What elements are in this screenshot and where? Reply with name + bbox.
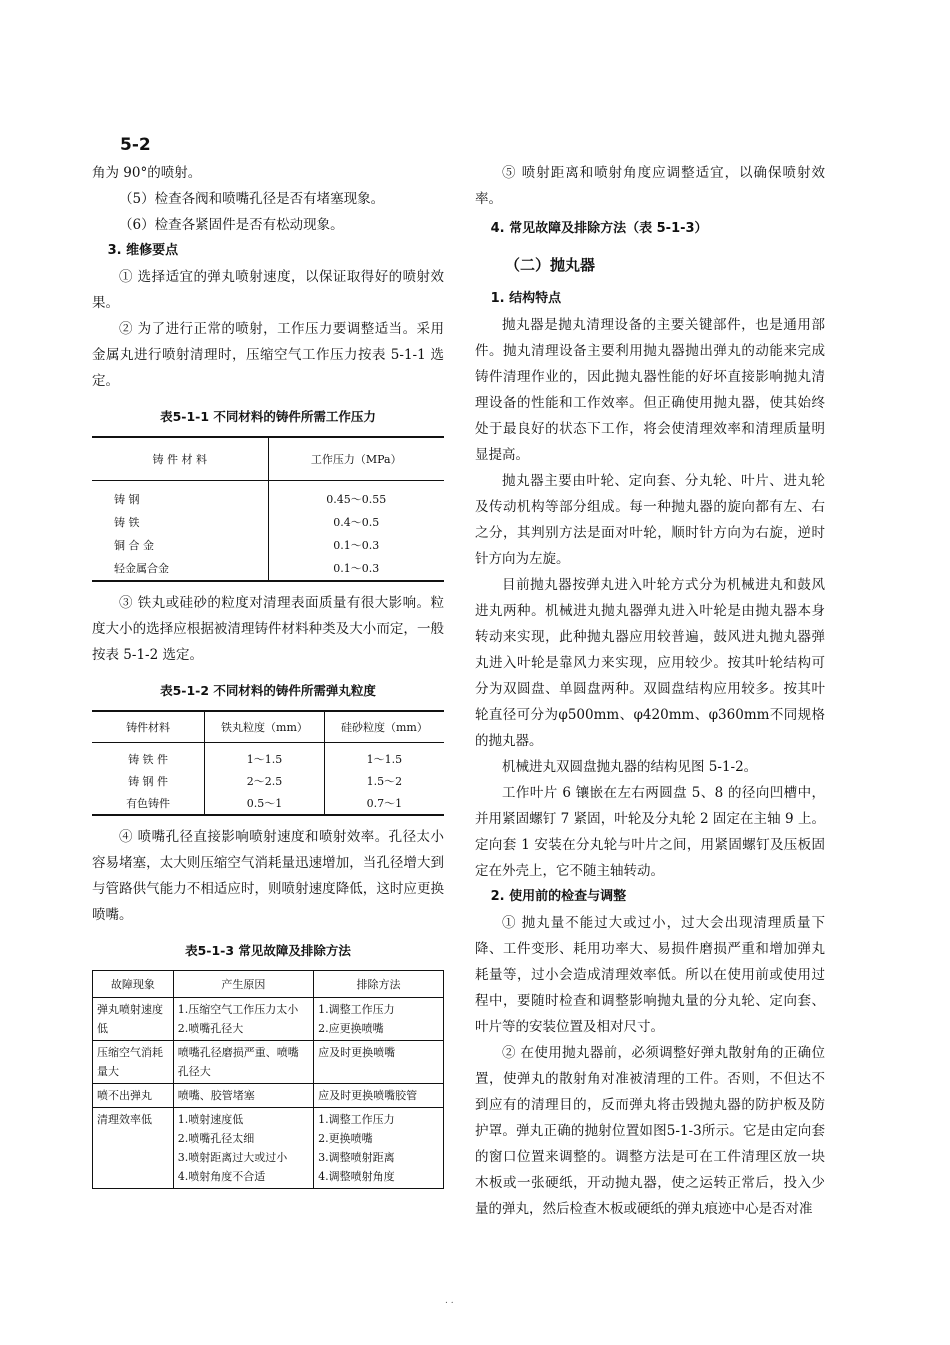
table-cell: 1～1.5 [324,743,444,771]
subheading: 3. 维修要点 [107,243,179,258]
paragraph: ② 在使用抛丸器前，必须调整好弹丸散射角的正确位置，使弹丸的散射角对准被清理的工件。否则，不但达不到应有的清理目的，反而弹丸将击毁抛丸器的防护板及防护罩。弹丸正确的抛射位置如图5-1-3所示。它是由定向套的窗口位置来调整的。调整方法是可在工件清理区放一块木板或一张硬纸，开动抛丸器，使之运转正常后，投入少量的弹丸，然后检查木板或硬纸的弹丸痕迹中心是否对准 [475,1045,825,1217]
table-cell: 铸 钢 [114,493,140,506]
cell-line: 3.调整喷射距离 [318,1151,395,1164]
cell-line: 2.应更换喷嘴 [318,1022,384,1035]
table-cell: 压缩空气消耗量大 [93,1041,174,1084]
paragraph: 工作叶片 6 镶嵌在左右两圆盘 5、8 的径向凹槽中，并用紧固螺钉 7 紧固，叶轮及分丸轮 2 固定在主轴 9 上。定向套 1 安装在分丸轮与叶片之间，用紧固螺钉及压板固定在外壳上，它不随主轴转动。 [475,785,825,879]
table-header: 产生原因 [173,971,313,998]
paragraph: ① 抛丸量不能过大或过小，过大会出现清理质量下降、工件变形、耗用功率大、易损件磨损严重和增加弹丸耗量等，过小会造成清理效率低。所以在使用前或使用过程中，要随时检查和调整影响抛丸量的分丸轮、定向套、叶片等的安装位置及相对尺寸。 [475,915,825,1035]
table-row [92,481,444,512]
table-cell [314,998,444,1041]
cell-line: 喷嘴、胶管堵塞 [177,1089,255,1102]
table-cell [173,1084,313,1108]
page-number: 5-2 [120,135,151,155]
cell-line: 喷嘴孔径磨损严重、喷嘴孔径大 [177,1046,299,1078]
table-cell: 清理效率低 [93,1108,174,1189]
table-header: 硅砂粒度（mm） [324,711,444,743]
fault-table [92,970,444,1189]
table-cell: 轻金属合金 [114,562,169,575]
table-header: 工作压力（MPa） [268,437,444,481]
table-cell [173,998,313,1041]
paragraph: 抛丸器是抛丸清理设备的主要关键部件，也是通用部件。抛丸清理设备主要利用抛丸器抛出弹丸的动能来完成铸件清理作业的，因此抛丸器性能的好坏直接影响抛丸清理设备的性能和工作效率。但正确使用抛丸器，使其始终处于最良好的状态下工作，将会使清理效率和清理质量明显提高。 [475,317,825,463]
cell-line: 1.压缩空气工作压力太小 [177,1003,299,1016]
table-caption: 表5-1-3 常见故障及排除方法 [185,943,351,958]
table-header: 故障现象 [93,971,174,998]
table-cell [314,1041,444,1084]
table-header: 铸件材料 [92,711,205,743]
paragraph: ② 为了进行正常的喷射，工作压力要调整适当。采用金属丸进行喷射清理时，压缩空气工作压力按表 5-1-1 选定。 [92,321,444,389]
cell-line: 3.喷射距离过大或过小 [177,1151,288,1164]
paragraph: 目前抛丸器按弹丸进入叶轮方式分为机械进丸和鼓风进丸两种。机械进丸抛丸器弹丸进入叶轮是由抛丸器本身转动来实现，此种抛丸器应用较普遍，鼓风进丸抛丸器弹丸进入叶轮是靠风力来实现，应用较少。按其叶轮结构可分为双圆盘、单圆盘两种。双圆盘结构应用较多。按其叶轮直径可分为φ500mm、φ420mm、φ360mm不同规格的抛丸器。 [475,577,825,749]
table-cell: 2～2.5 [205,770,325,792]
table-header: 铁丸粒度（mm） [205,711,325,743]
pressure-table [92,436,444,582]
table-cell: 1～1.5 [205,743,325,771]
table-cell: 喷不出弹丸 [93,1084,174,1108]
table-cell: 弹丸喷射速度低 [93,998,174,1041]
table-row [92,557,444,581]
table-cell: 铜 合 金 [114,539,154,552]
table-cell: 0.1～0.3 [268,534,444,557]
table-cell [173,1108,313,1189]
table-cell: 1.5～2 [324,770,444,792]
table-row [92,743,444,771]
cell-line: 1.调整工作压力 [318,1003,395,1016]
table-row [92,534,444,557]
cell-line: 应及时更换喷嘴 [318,1046,396,1059]
paragraph: ④ 喷嘴孔径直接影响喷射速度和喷射效率。孔径太小容易堵塞，太大则压缩空气消耗量迅速增加，当孔径增大到与管路供气能力不相适应时，则喷射速度降低，这时应更换喷嘴。 [92,829,444,923]
subheading: 4. 常见故障及排除方法（表 5-1-3） [490,221,708,236]
table-cell: 0.7～1 [324,792,444,815]
table-caption: 表5-1-2 不同材料的铸件所需弹丸粒度 [160,683,376,698]
cell-line: 2.更换喷嘴 [318,1132,373,1145]
table-cell: 0.45～0.55 [268,481,444,512]
footer-mark: . . [445,1296,454,1306]
table-cell: 有色铸件 [126,796,171,810]
table-cell [173,1041,313,1084]
paragraph: 机械进丸双圆盘抛丸器的结构见图 5-1-2。 [502,759,758,775]
table-caption: 表5-1-1 不同材料的铸件所需工作压力 [160,409,376,424]
table-row [92,792,444,815]
table-cell [314,1108,444,1189]
paragraph: 角为 90°的喷射。 [92,165,202,181]
cell-line: 1.调整工作压力 [318,1113,395,1126]
cell-line: 应及时更换喷嘴胶管 [318,1089,418,1102]
paragraph: ① 选择适宜的弹丸喷射速度，以保证取得好的喷射效果。 [92,269,444,311]
cell-line: 4.调整喷射角度 [318,1170,395,1183]
table-row [93,1041,444,1084]
paragraph: （6）检查各紧固件是否有松动现象。 [119,217,344,233]
table-row [93,998,444,1041]
table-cell: 铸 铁 件 [128,752,169,766]
table-cell: 铸 钢 件 [128,774,169,788]
left-column [92,160,444,1189]
right-column [475,160,825,1222]
table-row [93,1108,444,1189]
table-header: 排除方法 [314,971,444,998]
cell-line: 4.喷射角度不合适 [177,1170,266,1183]
subheading: 1. 结构特点 [490,291,562,306]
table-header: 铸 件 材 料 [92,437,268,481]
paragraph: ⑤ 喷射距离和喷射角度应调整适宜，以确保喷射效率。 [475,165,825,207]
table-cell: 0.5～1 [205,792,325,815]
table-row [93,1084,444,1108]
paragraph: （5）检查各阀和喷嘴孔径是否有堵塞现象。 [119,191,385,207]
table-cell: 0.1～0.3 [268,557,444,581]
table-row [92,770,444,792]
paragraph: ③ 铁丸或硅砂的粒度对清理表面质量有很大影响。粒度大小的选择应根据被清理铸件材料种类及大小而定，一般按表 5-1-2 选定。 [92,595,444,663]
cell-line: 1.喷射速度低 [177,1113,244,1126]
grain-size-table [92,710,444,816]
table-row [92,511,444,534]
table-cell [314,1084,444,1108]
cell-line: 2.喷嘴孔径大 [177,1022,244,1035]
cell-line: 2.喷嘴孔径太细 [177,1132,255,1145]
table-cell: 铸 铁 [114,516,140,529]
paragraph: 抛丸器主要由叶轮、定向套、分丸轮、叶片、进丸轮及传动机构等部分组成。每一种抛丸器的旋向都有左、右之分，其判别方法是面对叶轮，顺时针方向为右旋，逆时针方向为左旋。 [475,473,825,567]
table-cell: 0.4～0.5 [268,511,444,534]
section-title: （二）抛丸器 [505,256,596,274]
subheading: 2. 使用前的检查与调整 [490,889,627,904]
